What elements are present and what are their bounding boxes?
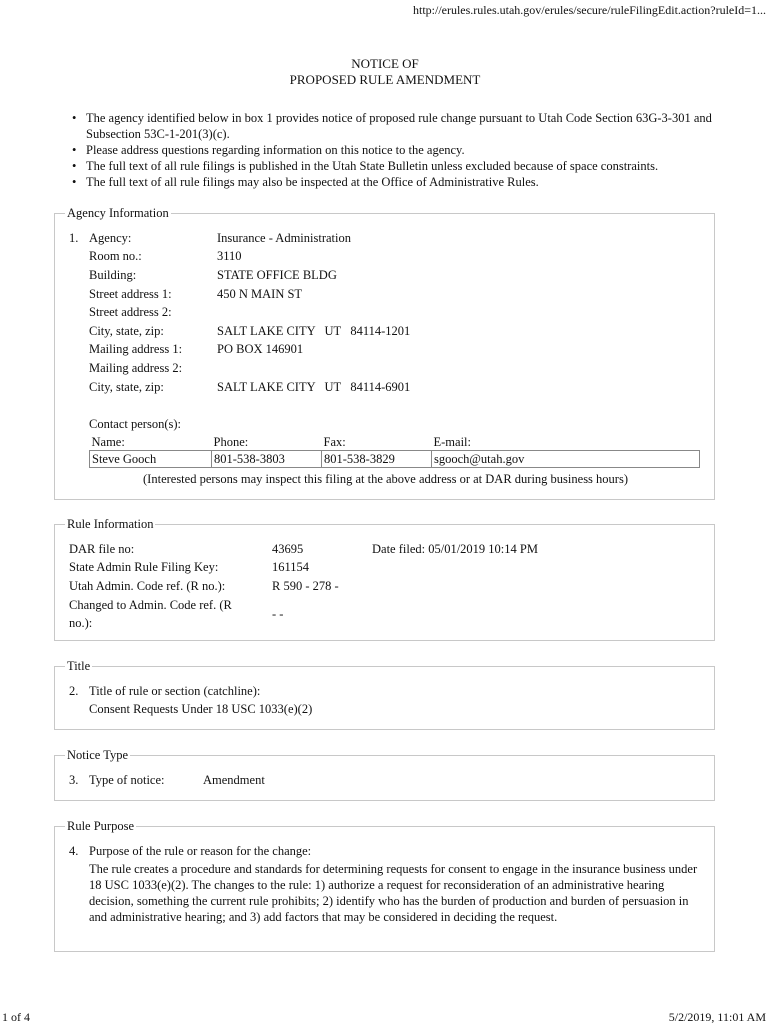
- room-label: Room no.:: [89, 249, 142, 263]
- rule-purpose-legend: Rule Purpose: [67, 819, 135, 833]
- contact-header-name: Name:: [91, 434, 125, 449]
- filing-key-value: 161154: [272, 560, 310, 574]
- agency-information-section: [54, 206, 715, 500]
- room-value: 3110: [217, 249, 242, 263]
- rule-information-section: [54, 517, 715, 641]
- catchline-value: Consent Requests Under 18 USC 1033(e)(2): [89, 702, 313, 716]
- bullet-item: • The full text of all rule filings is published in the Utah State Bulletin unless excluded because of space constraints.: [86, 158, 736, 174]
- city-state-zip-value: SALT LAKE CITY UT 84114-1201: [217, 324, 411, 338]
- contact-persons-label: Contact person(s):: [89, 417, 181, 431]
- contact-phone: 801-538-3803: [212, 451, 322, 468]
- bullet-item: • The full text of all rule filings may also be inspected at the Office of Administrative Rules.: [86, 174, 736, 190]
- mailing-address-2-label: Mailing address 2:: [89, 361, 183, 375]
- mailing-address-1-label: Mailing address 1:: [89, 342, 183, 356]
- mailing-city-state-zip-value: SALT LAKE CITY UT 84114-6901: [217, 380, 411, 394]
- purpose-text: The rule creates a procedure and standards for determining requests for consent to engage in the insurance business under 18 USC 1033(e)(2). The changes to the rule: 1) authorize a request for reconsideration of an administrative hearing decision, something the current rule prohibits; 2) identify who has the burden of production and burden of persuasion in and administrative hearing; and 3) add factors that may be considered in deciding the request.: [89, 862, 698, 924]
- notice-heading: [0, 56, 770, 88]
- street-address-1-value: 450 N MAIN ST: [217, 287, 303, 301]
- date-filed: Date filed: 05/01/2019 10:14 PM: [372, 542, 538, 556]
- item-number: 1.: [69, 231, 79, 245]
- print-timestamp: 5/2/2019, 11:01 AM: [668, 1010, 766, 1024]
- notice-bullets: [72, 110, 736, 190]
- item-number: 2.: [69, 684, 79, 698]
- page-number: 1 of 4: [2, 1010, 30, 1024]
- title-section: [54, 659, 715, 730]
- inspection-note: (Interested persons may inspect this filing at the above address or at DAR during business hours): [143, 472, 628, 486]
- heading-line-2: PROPOSED RULE AMENDMENT: [289, 72, 481, 87]
- bullet-item: • Please address questions regarding information on this notice to the agency.: [86, 142, 736, 158]
- building-label: Building:: [89, 268, 137, 282]
- rule-purpose-section: [54, 819, 715, 952]
- bullet-item: • The agency identified below in box 1 provides notice of proposed rule change pursuant to Utah Code Section 63G-3-301 and Subsection 53C-1-201(3)(c).: [86, 110, 736, 142]
- page-url: http://erules.rules.utah.gov/erules/secure/ruleFilingEdit.action?ruleId=1...: [412, 3, 766, 17]
- street-address-2-label: Street address 2:: [89, 305, 172, 319]
- contact-header-fax: Fax:: [323, 434, 346, 449]
- agency-label: Agency:: [89, 231, 132, 245]
- notice-type-section: [54, 748, 715, 801]
- contact-email[interactable]: sgooch@utah.gov: [432, 451, 700, 468]
- table-row: [90, 451, 700, 468]
- filing-key-label: State Admin Rule Filing Key:: [69, 560, 219, 574]
- mailing-city-state-zip-label: City, state, zip:: [89, 380, 164, 394]
- notice-type-legend: Notice Type: [67, 748, 129, 762]
- contact-fax: 801-538-3829: [322, 451, 432, 468]
- rule-info-legend: Rule Information: [67, 517, 154, 531]
- mailing-address-1-value: PO BOX 146901: [217, 342, 304, 356]
- contact-name: Steve Gooch: [90, 451, 212, 468]
- dar-file-label: DAR file no:: [69, 542, 135, 556]
- contact-header-row: [90, 434, 700, 451]
- heading-line-1: NOTICE OF: [351, 56, 419, 71]
- changed-code-value: - -: [272, 607, 284, 621]
- notice-type-value: Amendment: [203, 773, 265, 787]
- changed-code-label-line-2: no.):: [69, 616, 93, 630]
- title-legend: Title: [67, 659, 91, 673]
- agency-value: Insurance - Administration: [217, 231, 351, 245]
- contact-header-phone: Phone:: [213, 434, 249, 449]
- street-address-1-label: Street address 1:: [89, 287, 172, 301]
- agency-legend: Agency Information: [67, 206, 169, 220]
- dar-file-value: 43695: [272, 542, 304, 556]
- changed-code-label-line-1: Changed to Admin. Code ref. (R: [69, 598, 232, 612]
- item-number: 3.: [69, 773, 79, 787]
- item-number: 4.: [69, 844, 79, 858]
- building-value: STATE OFFICE BLDG: [217, 268, 337, 282]
- admin-code-value: R 590 - 278 -: [272, 579, 339, 593]
- purpose-label: Purpose of the rule or reason for the change:: [89, 844, 312, 858]
- city-state-zip-label: City, state, zip:: [89, 324, 164, 338]
- notice-type-label: Type of notice:: [89, 773, 165, 787]
- admin-code-label: Utah Admin. Code ref. (R no.):: [69, 579, 226, 593]
- contact-table: [89, 434, 700, 468]
- contact-header-email: E-mail:: [433, 434, 471, 449]
- catchline-label: Title of rule or section (catchline):: [89, 684, 261, 698]
